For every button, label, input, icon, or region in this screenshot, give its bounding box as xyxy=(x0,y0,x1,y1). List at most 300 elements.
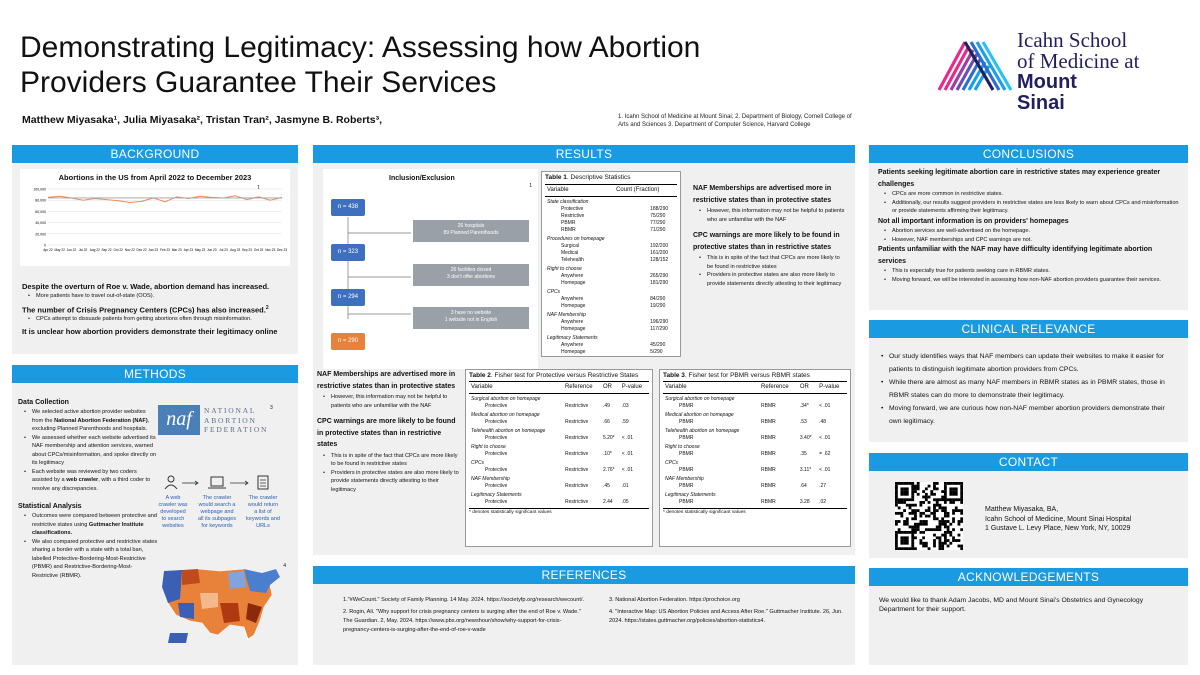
table-row xyxy=(469,467,649,474)
data-collection-title: Data Collection xyxy=(18,399,69,406)
y-tick-label: 60,000 xyxy=(35,209,46,214)
table-cell: PBMR xyxy=(679,419,694,425)
qr-code-icon xyxy=(895,482,963,550)
table-cell: RBMR xyxy=(761,435,776,441)
table-row xyxy=(663,451,847,458)
table-1-grid xyxy=(545,184,677,356)
x-tick-label: Sep 22 xyxy=(101,248,112,252)
bg-bullet-1: • More patients have to travel out-of-state (OOS). xyxy=(22,292,294,301)
flow-ref: 1 xyxy=(529,183,532,189)
table-cell: < .01 xyxy=(819,403,831,409)
x-tick-label: Nov 23 xyxy=(265,248,276,252)
naf-name-2: ABORTION xyxy=(204,415,257,425)
table-cell xyxy=(798,458,817,467)
table-row xyxy=(545,257,677,264)
table-cell: Anywhere xyxy=(561,342,584,348)
table-3-grid xyxy=(663,381,847,506)
table-row xyxy=(663,490,847,499)
table-row xyxy=(545,303,677,310)
table-cell: State classification xyxy=(547,199,589,205)
table-2-grid xyxy=(469,381,649,506)
table-cell xyxy=(759,394,798,404)
table-cell: NAF Membership xyxy=(547,312,586,318)
flow-n-2: n = 323 xyxy=(331,244,365,261)
table-cell xyxy=(620,474,649,483)
naf-logo xyxy=(158,405,278,437)
table-cell: Anywhere xyxy=(561,296,584,302)
table-row xyxy=(545,310,677,319)
table-cell: .01 xyxy=(621,483,629,489)
table-cell: .02 xyxy=(819,499,827,505)
table-1 xyxy=(541,171,681,357)
table-cell: Restrictive xyxy=(564,499,589,505)
sa-b1-b: Guttmacher Institute classifications. xyxy=(32,521,144,536)
table-cell: 117/290 xyxy=(650,326,668,332)
table-cell xyxy=(601,426,620,435)
table-cell: 181/290 xyxy=(650,280,669,286)
table-2-title-bold: Table 2 xyxy=(469,372,491,379)
sa-bullet-1 xyxy=(18,512,158,538)
t3-h-pvalue: P-value xyxy=(817,382,847,394)
abortions-chart xyxy=(20,169,290,266)
table-cell xyxy=(601,442,620,451)
table-cell: RBMR xyxy=(761,499,776,505)
authors: Matthew Miyasaka¹, Julia Miyasaka², Tristan Tran², Jasmyne B. Roberts³, xyxy=(22,114,383,126)
clinical-item-1: • Our study identifies ways that NAF members can update their websites to make it easier for patients to distinguish legitimate abortion providers from CPCs. xyxy=(875,350,1175,376)
table-row xyxy=(663,442,847,451)
table-cell: Restrictive xyxy=(564,419,589,425)
table-cell: Surgical abortion on homepage xyxy=(665,396,735,402)
methods-panel xyxy=(12,365,298,665)
table-cell xyxy=(759,442,798,451)
table-cell xyxy=(817,426,847,435)
table-row xyxy=(663,483,847,490)
table-3-title-bold: Table 3 xyxy=(663,372,685,379)
flow-ex-2b: 3 don't offer abortions xyxy=(446,274,496,280)
table-cell xyxy=(614,234,677,243)
table-cell: Surgical abortion on homepage xyxy=(471,396,541,402)
table-row xyxy=(545,243,677,250)
table-cell xyxy=(614,287,677,296)
logo-line-2: of Medicine at xyxy=(1017,49,1140,73)
table-row xyxy=(545,296,677,303)
results-panel xyxy=(313,145,855,555)
table-row xyxy=(545,287,677,296)
table-cell: .48 xyxy=(819,419,827,425)
table-cell xyxy=(620,426,649,435)
t2-h-pvalue: P-value xyxy=(620,382,649,394)
y-tick-label: 0 xyxy=(44,243,46,248)
methods-header: METHODS xyxy=(12,365,298,383)
table-cell: RBMR xyxy=(761,467,776,473)
table-cell: = .62 xyxy=(819,451,831,457)
table-3-note: * denotes statistically significant values xyxy=(663,508,847,515)
conclusion-2: Not all important information is on providers' homepages xyxy=(878,217,1069,225)
dc-b1-b: National Abortion Federation (NAF) xyxy=(54,417,148,424)
table-cell: Telehealth abortion on homepage xyxy=(471,428,546,434)
table-cell: Restrictive xyxy=(564,403,589,409)
finding-2b-bullet-2: • Providers in protective states are also more likely to provide statements directly attesting to their legitimacy xyxy=(317,469,459,495)
table-1-title-text: . Descriptive Statistics xyxy=(566,174,631,181)
c3-bullet-1: • This is especially true for patients seeking care in RBMR states. xyxy=(878,267,1182,276)
table-cell xyxy=(601,394,620,404)
table-row xyxy=(663,467,847,474)
table-row xyxy=(663,419,847,426)
table-2 xyxy=(465,369,653,547)
table-cell xyxy=(817,474,847,483)
table-cell: Protective xyxy=(485,403,508,409)
finding-1-title: NAF Memberships are advertised more in restrictive states than in protective states xyxy=(693,185,832,204)
table-cell xyxy=(614,197,677,207)
conclusions-header: CONCLUSIONS xyxy=(869,145,1188,163)
table-cell: 5/290 xyxy=(650,349,663,355)
table-cell: < .01 xyxy=(819,435,831,441)
bg-text-2-main: The number of Crisis Pregnancy Centers (CPCs) has also increased. xyxy=(22,305,266,314)
table-cell: Protective xyxy=(485,435,508,441)
table-row xyxy=(469,451,649,458)
sa-b1-a: Outcomes were compared between protective and restrictive states using xyxy=(32,513,157,528)
table-cell: CPCs xyxy=(665,460,679,466)
table-cell: Surgical xyxy=(561,243,580,249)
t1-header-variable: Variable xyxy=(545,185,614,197)
table-3-title xyxy=(663,372,847,379)
x-tick-label: Jul 23 xyxy=(219,248,228,252)
dc-bullet-3 xyxy=(18,468,158,494)
table-2-title-text: . Fisher test for Protective versus Restrictive States xyxy=(490,372,639,379)
table-cell: 75/290 xyxy=(650,213,666,219)
table-row xyxy=(469,410,649,419)
table-cell: Legitimacy Statements xyxy=(471,492,522,498)
table-row xyxy=(545,250,677,257)
table-cell xyxy=(817,410,847,419)
table-cell xyxy=(817,394,847,404)
table-row xyxy=(663,410,847,419)
ref-2: 2. Rogin, Ali. "Why support for crisis pregnancy centers is surging after the end of Roe v. Wade." The Guardian. 2, May. 2024. https://www.pbs.org/newshour/show/why-support-for-crisis-pregnancy-centers-is-surging-after-the-end-of-roe-v-wade xyxy=(343,609,581,633)
clinical-item-3: • Moving forward, we are curious how non-NAF member abortion providers demonstrate their own legitimacy. xyxy=(875,402,1175,428)
c3-bullet-2: • Moving forward, we will be interested in assessing how non-NAF abortion providers guarantee their services. xyxy=(878,276,1182,285)
table-row xyxy=(663,394,847,404)
table-row xyxy=(545,213,677,220)
table-cell: Legitimacy Statements xyxy=(665,492,716,498)
table-cell xyxy=(601,474,620,483)
ref-4: 4. "Interactive Map: US Abortion Policies and Access After Roe." Guttmacher Institute. 26, Jun. 2024. https://states.guttmacher.org/policies/abortion-statistics4. xyxy=(609,609,843,624)
table-cell: PBMR xyxy=(679,435,694,441)
table-cell: .10* xyxy=(602,451,612,457)
table-row xyxy=(469,474,649,483)
clinical-item-2: • While there are almost as many NAF members in RBMR states as in PBMR states, those in RBMR states can do more to demonstrate their legitimacy. xyxy=(875,376,1175,402)
table-cell: 3.28 xyxy=(799,499,810,505)
table-cell: 2.76* xyxy=(602,467,615,473)
flow-ex-3b: 1 website not in English xyxy=(444,317,498,323)
table-row xyxy=(469,394,649,404)
table-cell xyxy=(563,426,601,435)
flow-ex-1 xyxy=(413,220,529,242)
sa-bullet-2: • We also compared protective and restrictive states sharing a border with a state with a total ban, labelled Protective-Bordering-Most-Restrictive (PBMR) and Restrictive-Bordering-Most-Restrictive (RBMR). xyxy=(18,538,158,581)
finding-1b-title: NAF Memberships are advertised more in restrictive states than in protective states xyxy=(317,371,456,390)
crawler-icons xyxy=(158,475,288,491)
table-row xyxy=(663,426,847,435)
table-cell: .05 xyxy=(621,499,629,505)
flow-ex-1a: 26 hospitals xyxy=(457,223,485,229)
naf-mark: naf xyxy=(158,405,200,435)
table-cell: Restrictive xyxy=(564,451,589,457)
x-tick-label: Feb 23 xyxy=(160,248,170,252)
logo-line-1: Icahn School xyxy=(1017,28,1128,52)
table-cell: .66 xyxy=(602,419,610,425)
table-cell: .49 xyxy=(602,403,610,409)
contact-address: 1 Gustave L. Levy Place, New York, NY, 10029 xyxy=(985,525,1131,532)
table-cell xyxy=(563,490,601,499)
table-cell: 128/152 xyxy=(650,257,669,263)
table-cell xyxy=(563,394,601,404)
finding-1b-bullet: • However, this information may not be helpful to patients who are unfamiliar with the NAF xyxy=(317,393,459,410)
table-cell: 161/200 xyxy=(650,250,669,256)
ack-panel xyxy=(869,568,1188,665)
table-cell: Protective xyxy=(485,419,508,425)
table-cell: PBMR xyxy=(561,220,576,226)
table-row xyxy=(545,333,677,342)
table-2-title xyxy=(469,372,649,379)
table-cell xyxy=(759,426,798,435)
logo-line-4: Sinai xyxy=(1017,92,1065,114)
table-cell xyxy=(759,490,798,499)
flow-ex-2a: 26 facilities closed xyxy=(450,267,492,273)
bg-text-2-sup: 2 xyxy=(265,304,269,311)
naf-ref: 3 xyxy=(270,405,273,411)
table-row xyxy=(663,403,847,410)
chart-title: Abortions in the US from April 2022 to December 2023 xyxy=(58,173,252,182)
dc-b3-a: Each website was reviewed by two coders assisted by a xyxy=(32,468,137,483)
table-cell: Medical abortion on homepage xyxy=(665,412,734,418)
y-tick-label: 100,000 xyxy=(33,187,46,192)
stat-analysis-title: Statistical Analysis xyxy=(18,503,82,510)
flow-n-3: n = 294 xyxy=(331,289,365,306)
table-cell: Restrictive xyxy=(564,467,589,473)
table-cell: 45/290 xyxy=(650,342,666,348)
ref-1: 1."#WeCount." Society of Family Planning. 14 May. 2024. https://societyfp.org/research/wecount/. xyxy=(343,597,584,603)
table-cell: Right to choose xyxy=(547,266,582,272)
c1-bullet-1: • CPCs are more common in restrictive states. xyxy=(878,190,1182,199)
y-tick-label: 80,000 xyxy=(35,198,46,203)
t3-h-variable: Variable xyxy=(663,382,759,394)
table-cell: .03 xyxy=(621,403,629,409)
x-tick-label: Apr 23 xyxy=(183,248,194,252)
table-cell xyxy=(620,490,649,499)
table-cell: Homepage xyxy=(561,303,586,309)
t3-h-reference: Reference xyxy=(759,382,798,394)
table-cell: Right to choose xyxy=(665,444,700,450)
us-map-icon xyxy=(158,563,286,645)
map-ref: 4 xyxy=(283,563,286,569)
table-cell: < .01 xyxy=(621,467,634,473)
x-tick-label: Oct 22 xyxy=(113,248,123,252)
table-cell: Telehealth abortion on homepage xyxy=(665,428,740,434)
x-tick-label: Oct 23 xyxy=(253,248,264,252)
contact-panel xyxy=(869,453,1188,558)
table-cell: 3.40* xyxy=(799,435,812,441)
x-tick-label: Jun 23 xyxy=(207,248,217,252)
table-cell xyxy=(759,474,798,483)
findings-top xyxy=(693,183,847,288)
dc-bullet-2: • We assessed whether each website advertised its NAF membership and attention services, warned about CPCs/misinformation, and spoke directly on its legitimacy xyxy=(18,434,158,468)
table-row xyxy=(545,273,677,280)
table-cell: PBMR xyxy=(679,467,694,473)
table-cell: Protective xyxy=(485,467,508,473)
table-cell: 19/290 xyxy=(650,303,666,309)
ref-3: 3. National Abortion Federation. https://prochoice.org xyxy=(609,597,740,603)
conclusions-panel xyxy=(869,145,1188,310)
table-cell xyxy=(798,394,817,404)
us-map xyxy=(158,563,286,645)
y-tick-label: 20,000 xyxy=(35,232,46,237)
table-cell: Restrictive xyxy=(561,213,585,219)
table-cell: < .01 xyxy=(819,467,831,473)
table-cell: PBMR xyxy=(679,499,694,505)
table-row xyxy=(545,280,677,287)
x-tick-label: Aug 23 xyxy=(230,248,241,252)
table-cell xyxy=(563,474,601,483)
table-row xyxy=(545,220,677,227)
table-cell: Restrictive xyxy=(564,483,589,489)
table-cell: 84/290 xyxy=(650,296,666,302)
table-cell: .34* xyxy=(799,403,809,409)
table-cell xyxy=(759,458,798,467)
laptop-icon xyxy=(208,477,226,488)
table-cell: .35 xyxy=(799,451,807,457)
table-cell: PBMR xyxy=(679,403,694,409)
table-cell: NAF Membership xyxy=(471,476,510,482)
logo-text xyxy=(1017,30,1139,114)
finding-1-bullet: • However, this information may not be helpful to patients who are unfamiliar with the NAF xyxy=(693,207,847,224)
table-cell xyxy=(817,490,847,499)
y-tick-label: 40,000 xyxy=(35,221,46,226)
clinical-header: CLINICAL RELEVANCE xyxy=(869,320,1188,338)
table-cell: 5.20* xyxy=(602,435,615,441)
finding-2-bullet-2: • Providers in protective states are also more likely to provide statements directly attesting to their legitimacy xyxy=(693,271,847,288)
table-cell xyxy=(620,394,649,404)
table-cell xyxy=(614,310,677,319)
table-cell: .59 xyxy=(621,419,629,425)
table-row xyxy=(545,319,677,326)
table-3-title-text: . Fisher test for PBMR versus RBMR states xyxy=(684,372,810,379)
table-cell xyxy=(614,264,677,273)
t2-h-reference: Reference xyxy=(563,382,601,394)
table-cell: Homepage xyxy=(561,349,586,355)
table-cell: .53 xyxy=(799,419,807,425)
t2-h-or: OR xyxy=(601,382,620,394)
table-cell: 2.44 xyxy=(602,499,613,505)
table-cell: 77/290 xyxy=(650,220,666,226)
table-cell: 192/200 xyxy=(650,243,669,249)
table-cell: RBMR xyxy=(561,227,576,233)
background-header: BACKGROUND xyxy=(12,145,298,163)
table-cell: RBMR xyxy=(761,451,776,457)
logo-line-3: Mount xyxy=(1017,71,1077,93)
x-tick-label: May 22 xyxy=(54,248,65,252)
bg-bullet-2: • CPCs attempt to dissuade patients from getting abortions often through misinformation. xyxy=(22,315,294,324)
dc-b3-b: web crawler xyxy=(66,477,99,483)
c2-bullet-1: • Abortion services are well-advertised on the homepage. xyxy=(878,227,1182,236)
table-row xyxy=(469,483,649,490)
table-cell: Anywhere xyxy=(561,273,584,279)
c2-bullet-2: • However, NAF memberships and CPC warnings are not. xyxy=(878,236,1182,245)
table-row xyxy=(545,342,677,349)
affiliations: 1. Icahn School of Medicine at Mount Sinai; 2. Department of Biology, Cornell College of Arts and Sciences 3. Department of Computer Science, Harvard College xyxy=(618,114,852,128)
naf-name-3: FEDERATION xyxy=(204,425,269,434)
x-tick-label: Jun 22 xyxy=(66,248,77,252)
mount-sinai-logo xyxy=(935,22,1175,122)
t2-h-variable: Variable xyxy=(469,382,563,394)
table-cell: Procedures on homepage xyxy=(547,236,605,242)
dc-bullet-1 xyxy=(18,408,158,434)
crawler-step-2: The crawler would search a webpage and all its subpages for keywords xyxy=(198,495,236,529)
flow-title: Inclusion/Exclusion xyxy=(389,175,455,182)
x-tick-label: Mar 23 xyxy=(171,248,182,252)
table-row xyxy=(545,197,677,207)
crawler-diagram xyxy=(158,475,288,545)
table-cell xyxy=(817,442,847,451)
bg-text-1: Despite the overturn of Roe v. Wade, abortion demand has increased. xyxy=(22,282,270,291)
table-cell xyxy=(798,442,817,451)
table-cell xyxy=(601,410,620,419)
flow-n-4: n = 290 xyxy=(331,333,365,350)
list-icon xyxy=(258,476,268,489)
table-row xyxy=(545,234,677,243)
table-cell xyxy=(817,458,847,467)
table-cell: RBMR xyxy=(761,403,776,409)
table-cell: < .01 xyxy=(621,451,634,457)
table-cell xyxy=(620,410,649,419)
table-cell: RBMR xyxy=(761,419,776,425)
table-cell xyxy=(614,333,677,342)
flow-ex-3a: 3 have no website xyxy=(450,310,492,316)
crawler-step-3: The crawler would return a list of keywords and URLs xyxy=(246,495,280,529)
table-row xyxy=(545,264,677,273)
references-panel xyxy=(313,566,855,665)
poster-title: Demonstrating Legitimacy: Assessing how Abortion Providers Guarantee Their Services xyxy=(20,31,701,99)
flow-ex-2 xyxy=(413,264,529,286)
x-tick-label: Apr 22 xyxy=(43,248,53,252)
x-tick-label: Sep 23 xyxy=(241,248,252,252)
table-cell xyxy=(563,442,601,451)
x-tick-label: Nov 22 xyxy=(124,248,135,252)
table-cell: Protective xyxy=(485,483,508,489)
finding-2-bullet-1: • This is in spite of the fact that CPCs are more likely to be found in restrictive states xyxy=(693,254,847,271)
table-cell: Medical abortion on homepage xyxy=(471,412,540,418)
table-1-title-bold: Table 1 xyxy=(545,174,567,181)
table-row xyxy=(663,458,847,467)
table-3 xyxy=(659,369,851,547)
flowchart xyxy=(323,169,538,369)
table-cell: Legitimacy Statements xyxy=(547,335,598,341)
table-cell xyxy=(563,410,601,419)
finding-2-title: CPC warnings are more likely to be found in protective states than in restrictive states xyxy=(693,232,840,251)
table-row xyxy=(545,326,677,333)
table-cell: Right to choose xyxy=(471,444,506,450)
x-tick-label: May 23 xyxy=(194,248,206,252)
table-cell: 3.11* xyxy=(799,467,812,473)
table-cell: PBMR xyxy=(679,451,694,457)
bg-text-2 xyxy=(22,303,294,316)
mount-sinai-emblem-icon xyxy=(935,32,1013,92)
c1-bullet-2: • Additionally, our results suggest providers in restrictive states are less likely to warn about CPCs and misinformation or provide statements affirming their legitimacy. xyxy=(878,199,1182,216)
x-tick-label: Jul 22 xyxy=(78,248,88,252)
table-cell: 196/290 xyxy=(650,319,669,325)
table-row xyxy=(469,426,649,435)
table-cell: 188/290 xyxy=(650,206,669,212)
conclusion-3: Patients unfamiliar with the NAF may have difficulty identifying legitimate abortion services xyxy=(878,246,1153,265)
table-row xyxy=(469,442,649,451)
